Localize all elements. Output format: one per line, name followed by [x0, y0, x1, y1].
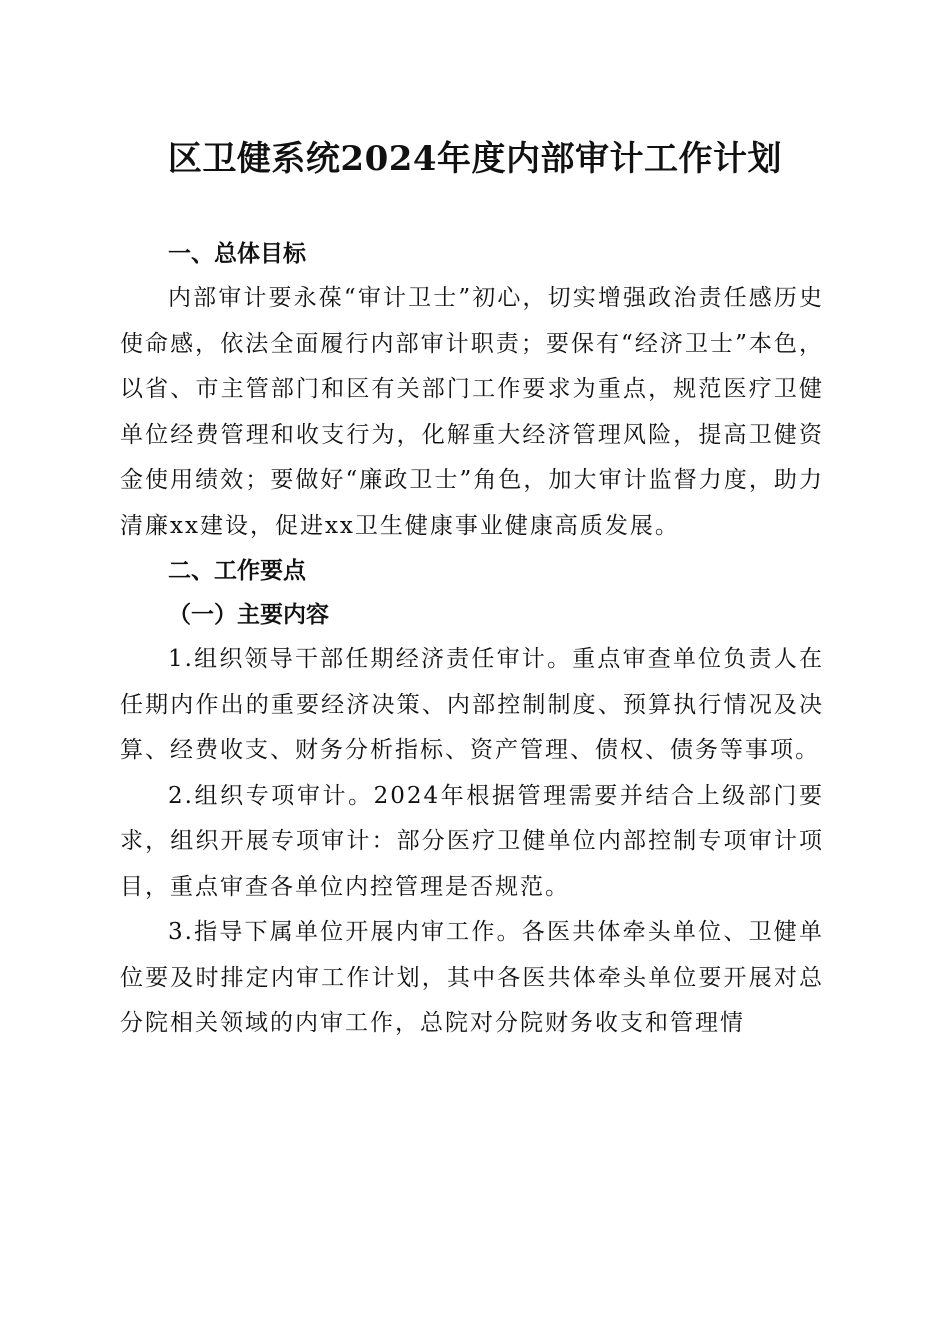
- document-title: 区卫健系统2024年度内部审计工作计划: [167, 139, 783, 179]
- paragraph-item-1: 1.组织领导干部任期经济责任审计。重点审查单位负责人在任期内作出的重要经济决策、内部控制制度、预算执行情况及决算、经费收支、财务分析指标、资产管理、债权、债务等事项。: [120, 646, 824, 763]
- paragraph-item-3: 3.指导下属单位开展内审工作。各医共体牵头单位、卫健单位要及时排定内审工作计划，其中各医共体牵头单位要开展对总分院相关领域的内审工作，总院对分院财务收支和管理情: [120, 919, 824, 1036]
- paragraph-overall-goals: 内部审计要永葆“审计卫士”初心，切实增强政治责任感历史使命感，依法全面履行内部审计职责；要保有“经济卫士”本色，以省、市主管部门和区有关部门工作要求为重点，规范医疗卫健单位经费管理和收支行为，化解重大经济管理风险，提高卫健资金使用绩效；要做好“廉政卫士”角色，加大审计监督力度，助力清廉xx建设，促进xx卫生健康事业健康高质发展。: [120, 285, 824, 539]
- document-body: [120, 232, 824, 1047]
- section-heading-work-points: 二、工作要点: [168, 558, 306, 584]
- section-heading-overall-goals: 一、总体目标: [168, 241, 306, 267]
- subsection-heading-main-content: （一）主要内容: [168, 601, 329, 628]
- paragraph-item-2: 2.组织专项审计。2024年根据管理需要并结合上级部门要求，组织开展专项审计：部分医疗卫健单位内部控制专项审计项目，重点审查各单位内控管理是否规范。: [120, 782, 824, 900]
